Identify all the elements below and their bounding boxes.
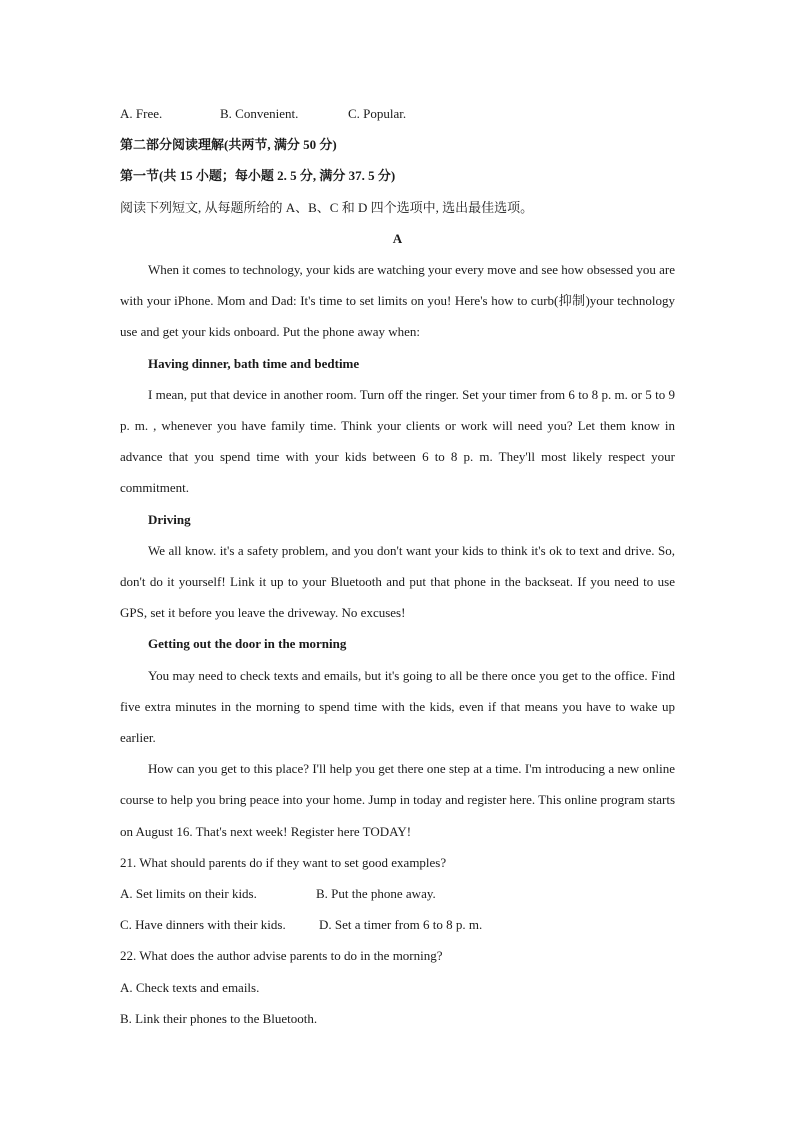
q22-option-b: B. Link their phones to the Bluetooth. <box>120 1010 318 1026</box>
passage-label: A <box>392 230 403 246</box>
option-c: C. Popular. <box>348 106 407 121</box>
q22-option-a: A. Check texts and emails. <box>120 979 260 995</box>
passage-heading-2: Driving <box>148 511 191 527</box>
section-title: 第一节(共 15 小题；每小题 2. 5 分, 满分 37. 5 分) <box>120 168 396 184</box>
passage-paragraph-1: I mean, put that device in another room. Turn off the ringer. Set your timer from 6 to 8 p. m. or 5 to 9 p. m. , whenever you have family time. Think your clients or work will need you? Let them know in advance that you spend time with your kids between 6 to 8 p. m. They'll most likely respect your commitment. <box>120 386 675 496</box>
question-21-options-row-2 <box>120 909 675 940</box>
passage-intro: When it comes to technology, your kids are watching your every move and see how obsessed you are with your iPhone. Mom and Dad: It's time to set limits on you! Here's how to curb(抑制)your technology use and get your kids onboard. Put the phone away when: <box>120 262 675 340</box>
previous-question-options <box>120 98 675 129</box>
question-21-options-row-1 <box>120 878 675 909</box>
option-b: B. Convenient. <box>220 106 299 121</box>
passage-paragraph-3: You may need to check texts and emails, but it's going to all be there once you get to the office. Find five extra minutes in the morning to spend time with the kids, even if that means you have to wake up earlier. <box>120 667 675 746</box>
q21-option-a: A. Set limits on their kids. <box>120 886 257 902</box>
passage-heading-3: Getting out the door in the morning <box>148 636 347 652</box>
question-21-stem: 21. What should parents do if they want to set good examples? <box>120 854 447 870</box>
passage-paragraph-2: We all know. it's a safety problem, and you don't want your kids to think it's ok to text and drive. So, don't do it yourself! Link it up to your Bluetooth and put that phone in the backseat. If you need to use GPS, set it before you leave the driveway. No excuses! <box>120 542 675 621</box>
q21-option-b: B. Put the phone away. <box>316 886 436 902</box>
passage-heading-1: Having dinner, bath time and bedtime <box>148 355 360 371</box>
passage-paragraph-4: How can you get to this place? I'll help you get there one step at a time. I'm introducing a new online course to help you bring peace into your home. Jump in today and register here. This online program starts on August 16. That's next week! Register here TODAY! <box>120 761 676 839</box>
option-a: A. Free. <box>120 106 163 121</box>
instruction: 阅读下列短文, 从每题所给的 A、B、C 和 D 四个选项中, 选出最佳选项。 <box>120 199 534 215</box>
part-title: 第二部分阅读理解(共两节, 满分 50 分) <box>120 137 337 153</box>
q21-option-d: D. Set a timer from 6 to 8 p. m. <box>319 917 483 933</box>
document-page <box>120 98 675 1034</box>
q21-option-c: C. Have dinners with their kids. <box>120 917 286 933</box>
question-22-stem: 22. What does the author advise parents to do in the morning? <box>120 948 443 964</box>
